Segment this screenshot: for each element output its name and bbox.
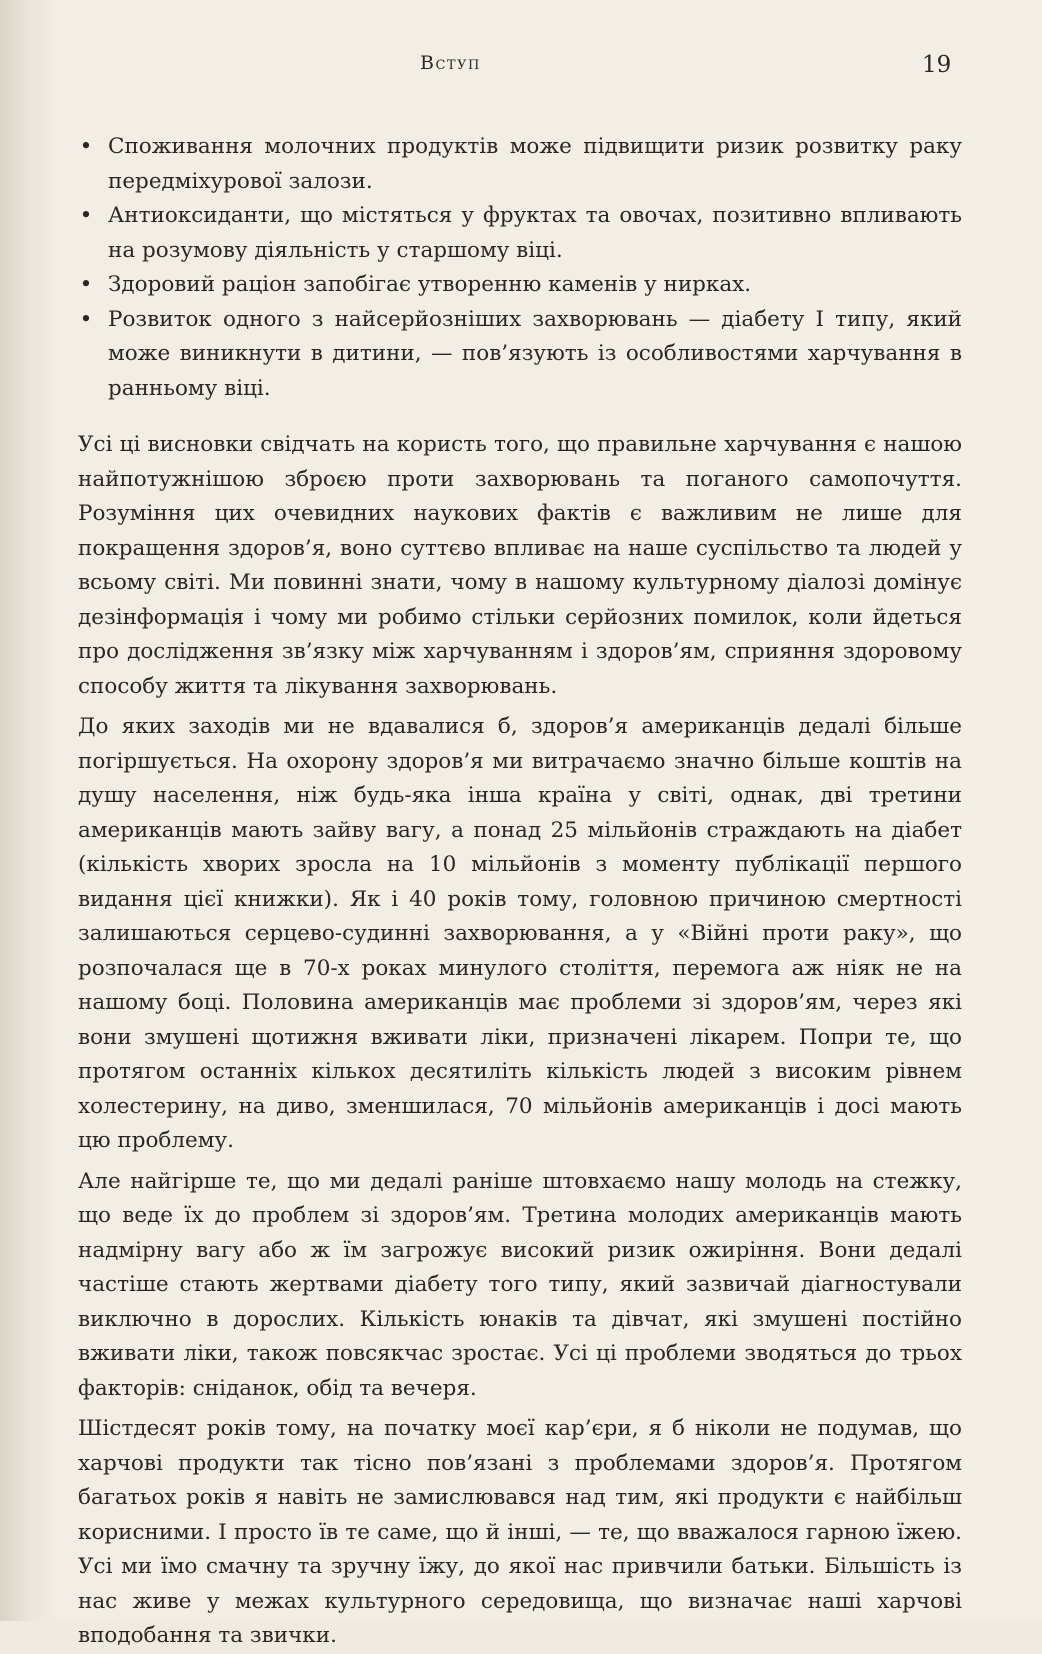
body-paragraph: Але найгірше те, що ми дедалі раніше штовхаємо нашу молодь на стежку, що веде їх до проблем зі здоров’ям. Третина молодих американців мають надмірну вагу або ж їм загрожує високий ризик ожиріння. Вони дедалі частіше стають жертвами діабету того типу, який зазвичай діагностували виключно в дорослих. Кількість юнаків та дівчат, які змушені постійно вживати ліки, також повсякчас зростає. Усі ці проблеми зводяться до трьох факторів: сніданок, обід та вечеря.: [78, 1168, 962, 1401]
bullet-icon: •: [79, 134, 93, 159]
page-number: 19: [922, 52, 952, 78]
running-head: [0, 52, 1042, 82]
page-content: [78, 130, 962, 1654]
bullet-text: Розвиток одного з найсерйозніших захворювань — діабету І типу, який може виникнути в дитини, — пов’язують із особливостями харчування в ранньому віці.: [108, 306, 962, 401]
bullet-text: Здоровий раціон запобігає утворенню каменів у нирках.: [108, 272, 752, 297]
bullet-list: [78, 130, 962, 406]
chapter-title: Вступ: [420, 52, 481, 74]
bullet-icon: •: [79, 272, 93, 297]
body-paragraph: До яких заходів ми не вдавалися б, здоров’я американців дедалі більше погіршується. На охорону здоров’я ми витрачаємо значно більше коштів на душу населення, ніж будь-яка інша країна у світі, однак, дві третини американців мають зайву вагу, а понад 25 мільйонів страждають на діабет (кількість хворих зросла на 10 мільйонів з моменту публікації першого видання цієї книжки). Як і 40 років тому, головною причиною смертності залишаються серцево-судинні захворювання, а у «Війні проти раку», що розпочалася ще в 70-х роках минулого століття, перемога аж ніяк не на нашому боці. Половина американців має проблеми зі здоров’ям, через які вони змушені щотижня вживати ліки, призначені лікарем. Попри те, що протягом останніх кількох десятиліть кількість людей з високим рівнем холестерину, на диво, зменшилася, 70 мільйонів американців і досі мають цю проблему.: [78, 714, 962, 1153]
bullet-text: Антиоксиданти, що містяться у фруктах та овочах, позитивно впливають на розумову діяльність у старшому віці.: [108, 203, 962, 263]
body-paragraph: Усі ці висновки свідчать на користь того, що правильне харчування є нашою найпотужнішою зброєю проти захворювань та поганого самопочуття. Розуміння цих очевидних наукових фактів є важливим не лише для покращення здоров’я, воно суттєво впливає на наше суспільство та людей у всьому світі. Ми повинні знати, чому в нашому культурному діалозі домінує дезінформація і чому ми робимо стільки серйозних помилок, коли йдеться про дослідження зв’язку між харчуванням і здоров’ям, сприяння здоровому способу життя та лікування захворювань.: [78, 432, 962, 699]
body-paragraph: Шістдесят років тому, на початку моєї кар’єри, я б ніколи не подумав, що харчові продукти так тісно пов’язані з проблемами здоров’я. Протягом багатьох років я навіть не замислювався над тим, які продукти є найбільш корисними. І просто їв те саме, що й інші, — те, що вважалося гарною їжею. Усі ми їмо смачну та зручну їжу, до якої нас привчили батьки. Більшість із нас живе у межах культурного середовища, що визначає наші харчові вподобання та звички.: [78, 1416, 962, 1648]
bullet-item: [78, 303, 962, 407]
bullet-item: [78, 268, 962, 303]
bullet-icon: •: [79, 203, 93, 228]
bullet-icon: •: [79, 306, 93, 332]
bullet-item: [78, 130, 962, 199]
bullet-item: [78, 199, 962, 268]
bullet-text: Споживання молочних продуктів може підвищити ризик розвитку раку передміхурової залози.: [108, 134, 962, 194]
